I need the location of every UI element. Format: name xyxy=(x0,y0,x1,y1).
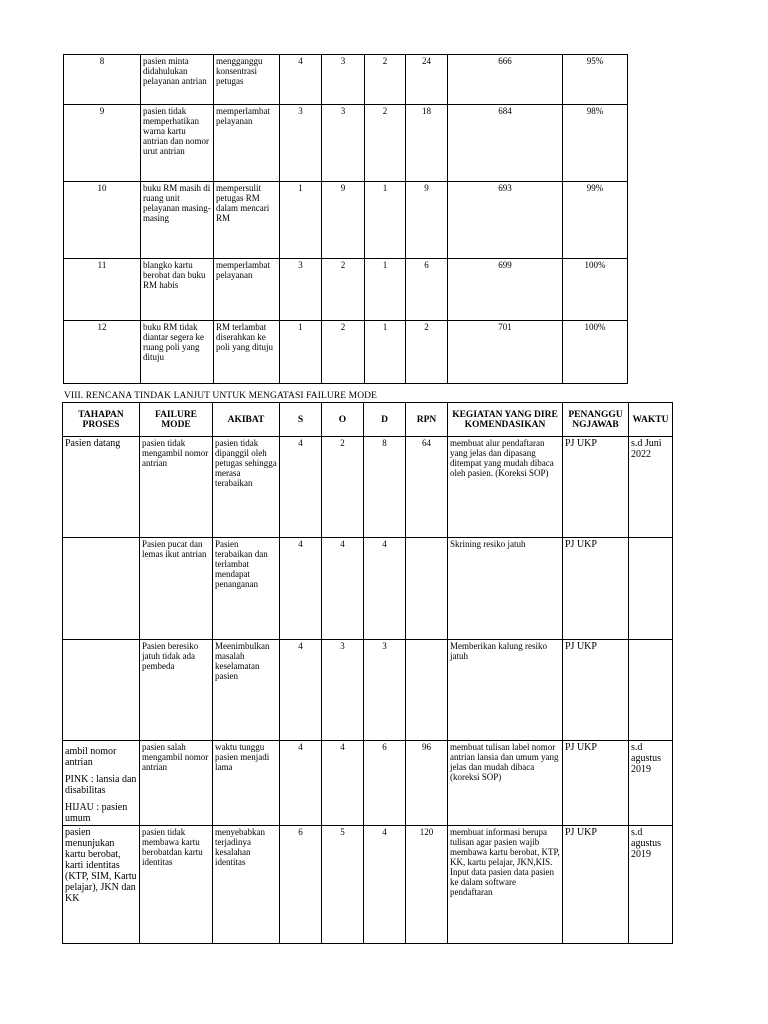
occurrence-cell: 2 xyxy=(322,321,365,384)
process-cell: buku RM masih di ruang unit pelayanan masing-masing xyxy=(141,182,214,259)
effect-cell: pasien tidak dipanggil oleh petugas sehingga merasa terabaikan xyxy=(213,437,280,538)
rpn-cell: 18 xyxy=(406,105,448,182)
recommended-action-cell: membuat informasi berupa tulisan agar pasien wajib membawa kartu berobat, KTP, KK, kartu pelajar, JKN,KIS. Input data pasien data pasien ke dalam software pendaftaran xyxy=(448,826,563,944)
effect-cell: Meenimbulkan masalah keselamatan pasien xyxy=(213,640,280,741)
severity-cell: 4 xyxy=(280,640,322,741)
process-cell: pasien minta didahulukan pelayanan antrian xyxy=(141,55,214,105)
cumulative-percent-cell: 95% xyxy=(563,55,628,105)
person-in-charge-cell: PJ UKP xyxy=(563,640,629,741)
effect-cell: mempersulit petugas RM dalam mencari RM xyxy=(214,182,280,259)
effect-cell: mengganggu konsentrasi petugas xyxy=(214,55,280,105)
severity-cell: 1 xyxy=(280,182,322,259)
cumulative-rpn-cell: 666 xyxy=(448,55,563,105)
detection-cell: 1 xyxy=(365,321,406,384)
table-row xyxy=(64,55,628,105)
row-number-cell: 9 xyxy=(64,105,141,182)
action-plan-table xyxy=(62,402,673,944)
cumulative-percent-cell: 100% xyxy=(563,259,628,321)
header-failure-mode: FAILURE MODE xyxy=(140,403,213,437)
cumulative-percent-cell: 100% xyxy=(563,321,628,384)
table-row xyxy=(63,640,673,741)
cumulative-rpn-cell: 701 xyxy=(448,321,563,384)
detection-cell: 1 xyxy=(365,259,406,321)
stage-cell xyxy=(63,538,140,640)
person-in-charge-cell: PJ UKP xyxy=(563,826,629,944)
occurrence-cell: 4 xyxy=(322,741,364,826)
row-number-cell: 12 xyxy=(64,321,141,384)
table-row xyxy=(64,259,628,321)
rpn-cell: 64 xyxy=(406,437,448,538)
table-row xyxy=(64,321,628,384)
recommended-action-cell: membuat tulisan label nomor antrian lansia dan umum yang jelas dan mudah dibaca (koreksi SOP) xyxy=(448,741,563,826)
header-s: S xyxy=(280,403,322,437)
stage-label: ambil nomor antrian xyxy=(65,746,117,768)
header-o: O xyxy=(322,403,364,437)
stage-cell: Pasien datang xyxy=(63,437,140,538)
process-cell: pasien tidak memperhatikan warna kartu antrian dan nomor urut antrian xyxy=(141,105,214,182)
header-recommended-action: KEGIATAN YANG DIREKOMENDASIKAN xyxy=(448,403,563,437)
effect-cell: waktu tunggu pasien menjadi lama xyxy=(213,741,280,826)
fmea-ranking-table xyxy=(63,54,628,384)
severity-cell: 4 xyxy=(280,437,322,538)
detection-cell: 4 xyxy=(364,538,406,640)
process-cell: blangko kartu berobat dan buku RM habis xyxy=(141,259,214,321)
detection-cell: 3 xyxy=(364,640,406,741)
cumulative-rpn-cell: 699 xyxy=(448,259,563,321)
occurrence-cell: 4 xyxy=(322,538,364,640)
detection-cell: 6 xyxy=(364,741,406,826)
rpn-cell xyxy=(406,640,448,741)
recommended-action-cell: Skrining resiko jatuh xyxy=(448,538,563,640)
table-row xyxy=(64,105,628,182)
stage-cell: pasien menunjukan kartu berobat, karti identitas (KTP, SIM, Kartu pelajar), JKN dan KK xyxy=(63,826,140,944)
time-cell: s.d Juni 2022 xyxy=(629,437,673,538)
detection-cell: 4 xyxy=(364,826,406,944)
detection-cell: 8 xyxy=(364,437,406,538)
failure-mode-cell: pasien salah mengambil nomor antrian xyxy=(140,741,213,826)
occurrence-cell: 2 xyxy=(322,259,365,321)
effect-cell: Pasien terabaikan dan terlambat mendapat penanganan xyxy=(213,538,280,640)
severity-cell: 3 xyxy=(280,259,322,321)
section-heading: VIII. RENCANA TINDAK LANJUT UNTUK MENGATASI FAILURE MODE xyxy=(64,391,378,401)
stage-note-green: HIJAU : pasien umum xyxy=(65,802,128,824)
recommended-action-cell: membuat alur pendaftaran yang jelas dan dipasang ditempat yang mudah dibaca oleh pasien. (Koreksi SOP) xyxy=(448,437,563,538)
time-cell xyxy=(629,538,673,640)
detection-cell: 2 xyxy=(365,55,406,105)
stage-cell xyxy=(63,741,140,826)
cumulative-percent-cell: 99% xyxy=(563,182,628,259)
table-row xyxy=(63,437,673,538)
cumulative-percent-cell: 98% xyxy=(563,105,628,182)
person-in-charge-cell: PJ UKP xyxy=(563,538,629,640)
failure-mode-cell: Pasien pucat dan lemas ikut antrian xyxy=(140,538,213,640)
stage-note-pink: PINK : lansia dan disabilitas xyxy=(65,774,137,796)
detection-cell: 1 xyxy=(365,182,406,259)
severity-cell: 4 xyxy=(280,538,322,640)
header-person-in-charge: PENANGGUNGJAWAB xyxy=(563,403,629,437)
time-cell xyxy=(629,640,673,741)
rpn-cell: 2 xyxy=(406,321,448,384)
occurrence-cell: 3 xyxy=(322,640,364,741)
failure-mode-cell: Pasien beresiko jatuh tidak ada pembeda xyxy=(140,640,213,741)
severity-cell: 3 xyxy=(280,105,322,182)
table-row xyxy=(63,538,673,640)
rpn-cell: 120 xyxy=(406,826,448,944)
table-row xyxy=(63,741,673,826)
header-rpn: RPN xyxy=(406,403,448,437)
person-in-charge-cell: PJ UKP xyxy=(563,741,629,826)
detection-cell: 2 xyxy=(365,105,406,182)
occurrence-cell: 3 xyxy=(322,105,365,182)
header-time: WAKTU xyxy=(629,403,673,437)
row-number-cell: 10 xyxy=(64,182,141,259)
stage-cell xyxy=(63,640,140,741)
header-effect: AKIBAT xyxy=(213,403,280,437)
severity-cell: 4 xyxy=(280,55,322,105)
occurrence-cell: 5 xyxy=(322,826,364,944)
severity-cell: 6 xyxy=(280,826,322,944)
rpn-cell xyxy=(406,538,448,640)
row-number-cell: 11 xyxy=(64,259,141,321)
rpn-cell: 9 xyxy=(406,182,448,259)
severity-cell: 1 xyxy=(280,321,322,384)
row-number-cell: 8 xyxy=(64,55,141,105)
effect-cell: RM terlambat diserahkan ke poli yang dituju xyxy=(214,321,280,384)
process-cell: buku RM tidak diantar segera ke ruang poli yang dituju xyxy=(141,321,214,384)
time-cell: s.d agustus 2019 xyxy=(629,741,673,826)
effect-cell: memperlambat pelayanan xyxy=(214,105,280,182)
rpn-cell: 96 xyxy=(406,741,448,826)
header-d: D xyxy=(364,403,406,437)
recommended-action-cell: Memberikan kalung resiko jatuh xyxy=(448,640,563,741)
table-header-row xyxy=(63,403,673,437)
occurrence-cell: 9 xyxy=(322,182,365,259)
rpn-cell: 24 xyxy=(406,55,448,105)
time-cell: s.d agustus 2019 xyxy=(629,826,673,944)
effect-cell: memperlambat pelayanan xyxy=(214,259,280,321)
table-row xyxy=(64,182,628,259)
severity-cell: 4 xyxy=(280,741,322,826)
table-row xyxy=(63,826,673,944)
effect-cell: menyebabkan terjadinya kesalahan identitas xyxy=(213,826,280,944)
occurrence-cell: 3 xyxy=(322,55,365,105)
cumulative-rpn-cell: 693 xyxy=(448,182,563,259)
failure-mode-cell: pasien tidak membawa kartu berobatdan kartu identitas xyxy=(140,826,213,944)
cumulative-rpn-cell: 684 xyxy=(448,105,563,182)
person-in-charge-cell: PJ UKP xyxy=(563,437,629,538)
rpn-cell: 6 xyxy=(406,259,448,321)
header-stage: TAHAPAN PROSES xyxy=(63,403,140,437)
occurrence-cell: 2 xyxy=(322,437,364,538)
failure-mode-cell: pasien tidak mengambil nomor antrian xyxy=(140,437,213,538)
